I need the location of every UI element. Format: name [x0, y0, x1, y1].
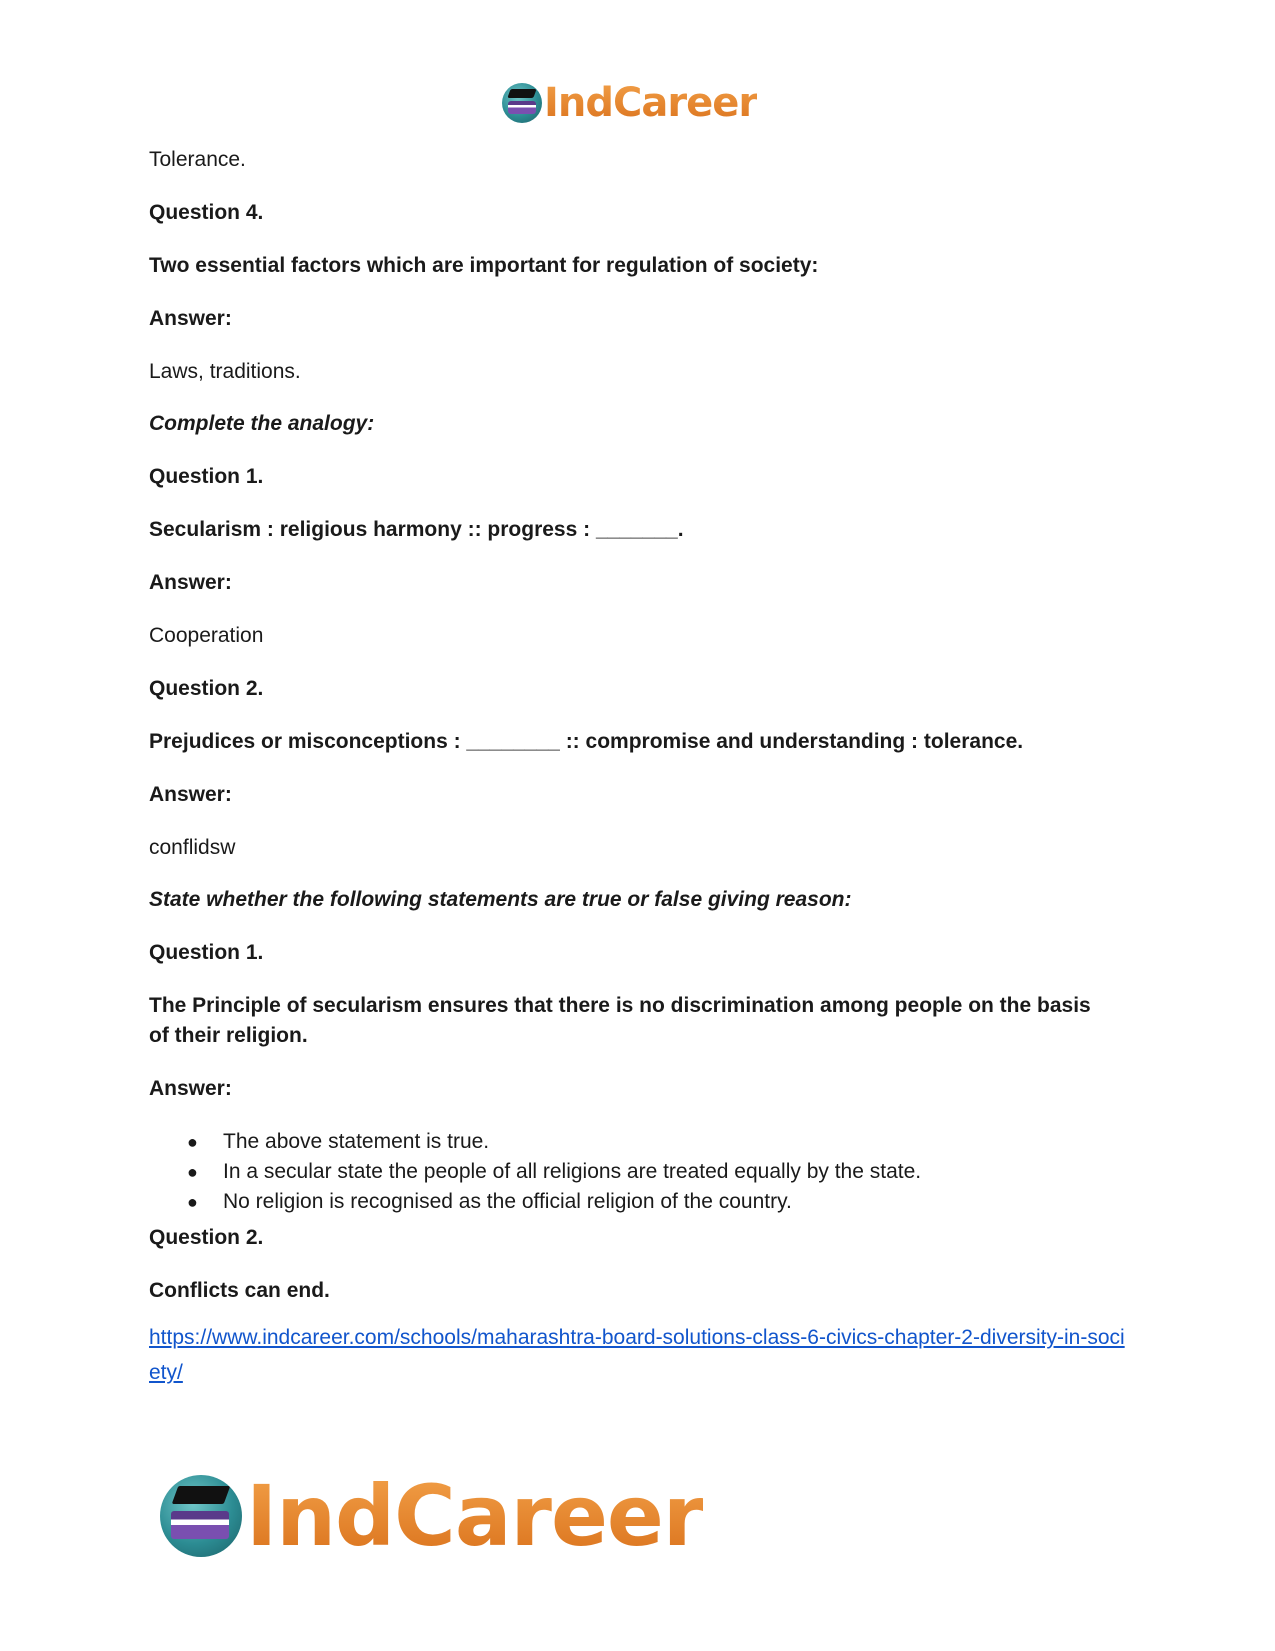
- question-text: Secularism : religious harmony :: progress : _______.: [149, 518, 684, 541]
- question-heading: Question 1.: [149, 941, 264, 964]
- footer-logo-text: IndCareer: [246, 1467, 704, 1565]
- question-heading: Question 4.: [149, 201, 264, 224]
- source-link[interactable]: https://www.indcareer.com/schools/maharashtra-board-solutions-class-6-civics-chapter-2-diversity-in-society/: [149, 1326, 1125, 1384]
- section-heading: Complete the analogy:: [149, 412, 375, 435]
- answer-text: Laws, traditions.: [149, 360, 301, 383]
- answer-label: Answer:: [149, 1077, 232, 1100]
- question-heading: Question 1.: [149, 465, 264, 488]
- question-heading: Question 2.: [149, 677, 264, 700]
- header-logo-text: IndCareer: [544, 80, 758, 126]
- answer-label: Answer:: [149, 571, 232, 594]
- answer-text: conflidsw: [149, 836, 236, 859]
- question-text: Conflicts can end.: [149, 1279, 330, 1302]
- answer-text: Cooperation: [149, 624, 264, 647]
- list-item-text: No religion is recognised as the official religion of the country.: [223, 1190, 792, 1213]
- question-heading: Question 2.: [149, 1226, 264, 1249]
- bullet-icon: ●: [187, 1192, 198, 1212]
- graduation-book-icon: [502, 83, 542, 123]
- question-text: Prejudices or misconceptions : ________ :: compromise and understanding : tolerance.: [149, 730, 1024, 753]
- header-logo: [502, 78, 757, 128]
- list-item: [187, 1157, 921, 1187]
- question-text: The Principle of secularism ensures that there is no discrimination among people on the basis of their religion.: [149, 994, 1091, 1047]
- bullet-icon: ●: [187, 1132, 198, 1152]
- footer-logo: [160, 1466, 703, 1566]
- graduation-book-icon: [160, 1475, 242, 1557]
- answer-label: Answer:: [149, 307, 232, 330]
- list-item: [187, 1187, 921, 1217]
- list-item-text: The above statement is true.: [223, 1130, 490, 1153]
- bullet-icon: ●: [187, 1162, 198, 1182]
- list-item: [187, 1127, 921, 1157]
- section-heading: State whether the following statements are true or false giving reason:: [149, 888, 852, 911]
- answer-text: Tolerance.: [149, 148, 246, 171]
- answer-label: Answer:: [149, 783, 232, 806]
- answer-bullet-list: [187, 1127, 921, 1217]
- question-text: Two essential factors which are important for regulation of society:: [149, 254, 819, 277]
- list-item-text: In a secular state the people of all religions are treated equally by the state.: [223, 1160, 922, 1183]
